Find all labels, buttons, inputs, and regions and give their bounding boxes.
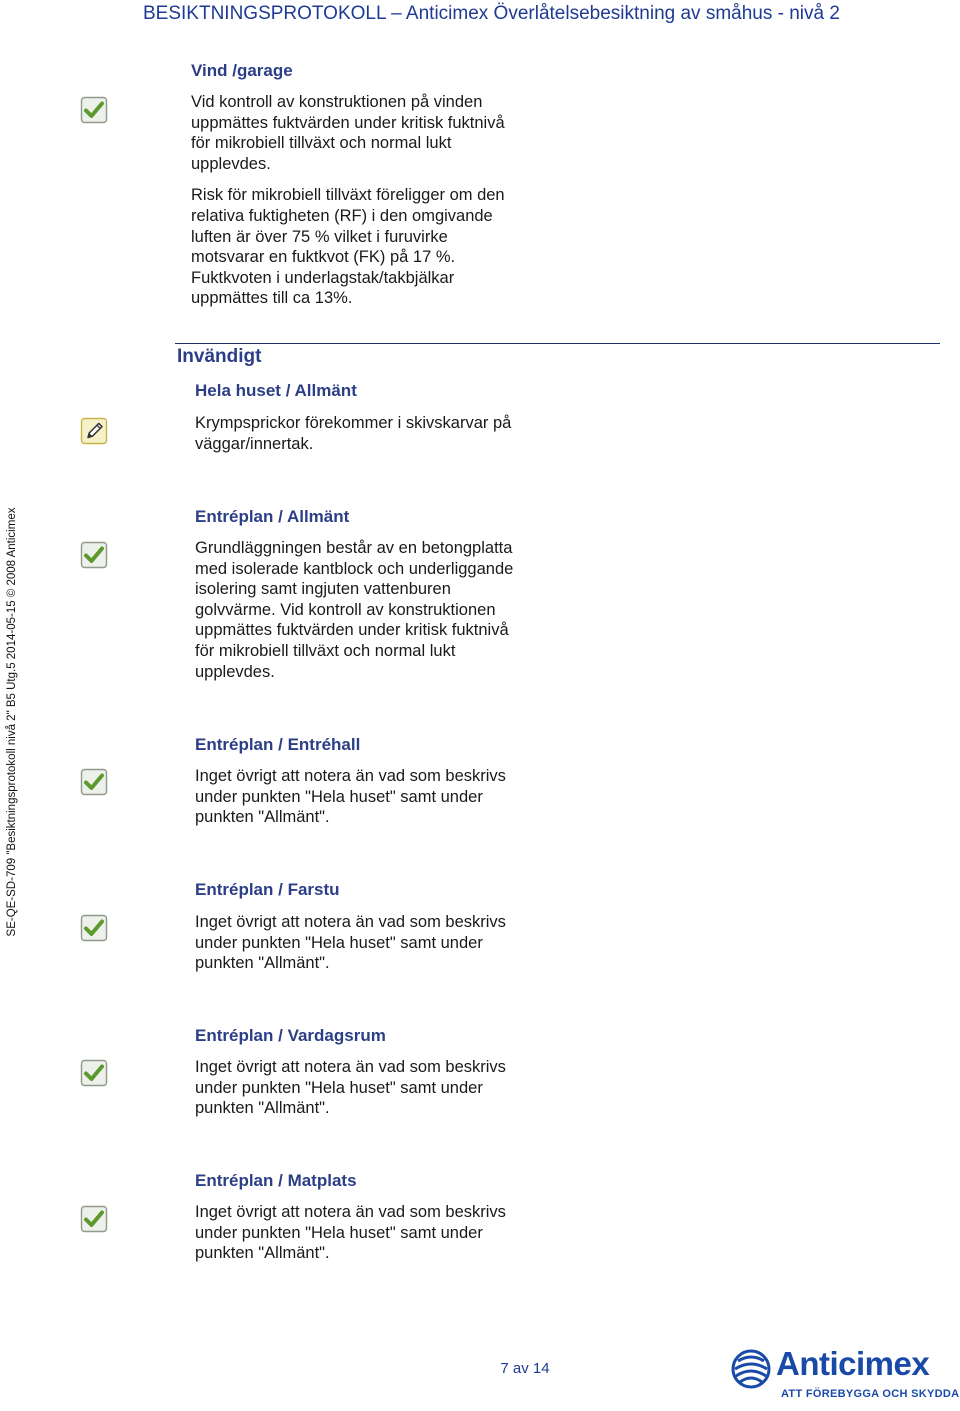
item-body: Inget övrigt att notera än vad som beskrivs under punkten "Hela huset" samt under punkten "Allmänt". (195, 1203, 506, 1263)
section-divider (175, 343, 940, 344)
item-heading: Entréplan / Allmänt (195, 507, 350, 526)
logo-name: Anticimex (776, 1345, 930, 1382)
check-icon (80, 541, 108, 569)
check-icon (80, 914, 108, 942)
logo-tagline: ATT FÖREBYGGA OCH SKYDDA (781, 1388, 960, 1400)
pencil-icon (80, 417, 108, 445)
item-body: Grundläggningen består av en betongplatta med isolerade kantblock och underliggande isolering samt ingjuten vattenburen golvvärme. Vid kontroll av konstruktionen uppmättes fuktvärden under kritisk fuktnivå för mikrobiell tillväxt och normal lukt upplevdes. (195, 539, 514, 681)
item-body: Inget övrigt att notera än vad som beskrivs under punkten "Hela huset" samt under punkten "Allmänt". (195, 913, 506, 973)
page-number: 7 av 14 (500, 1360, 550, 1377)
check-icon (80, 768, 108, 796)
item-heading: Entréplan / Entréhall (195, 735, 361, 754)
item-body: Inget övrigt att notera än vad som beskrivs under punkten "Hela huset" samt under punkten "Allmänt". (195, 1058, 506, 1118)
section-title: Invändigt (177, 346, 262, 367)
anticimex-logo (730, 1345, 960, 1407)
document-id-text: SE-QE-SD-709 "Besiktningsprotokoll nivå 2" B5 Utg.5 2014-05-15 © 2008 Anticimex (6, 507, 18, 937)
document-header: BESIKTNINGSPROTOKOLL – Anticimex Överlåtelsebesiktning av småhus - nivå 2 (143, 3, 840, 24)
item-heading: Entréplan / Farstu (195, 880, 340, 899)
check-icon (80, 1059, 108, 1087)
item-body: Vid kontroll av konstruktionen på vinden uppmättes fuktvärden under kritisk fuktnivå för mikrobiell tillväxt och normal lukt upplevdes. Risk för mikrobiell tillväxt föreligger om den relativa fuktigheten (RF) i den omgivande luften är över 75 % vilket i furuvirke motsvarar en fuktkvot (FK) på 17 %. Fuktkvoten i underlagstak/takbjälkar uppmättes till ca 13%. (191, 93, 505, 308)
check-icon (80, 96, 108, 124)
item-heading: Hela huset / Allmänt (195, 381, 357, 400)
item-body: Krympsprickor förekommer i skivskarvar på väggar/innertak. (195, 414, 512, 453)
item-heading: Entréplan / Matplats (195, 1171, 357, 1190)
item-body: Inget övrigt att notera än vad som beskrivs under punkten "Hela huset" samt under punkten "Allmänt". (195, 767, 506, 827)
check-icon (80, 1205, 108, 1233)
logo-mark-icon (730, 1349, 772, 1389)
item-heading: Entréplan / Vardagsrum (195, 1026, 386, 1045)
item-heading: Vind /garage (191, 61, 293, 80)
